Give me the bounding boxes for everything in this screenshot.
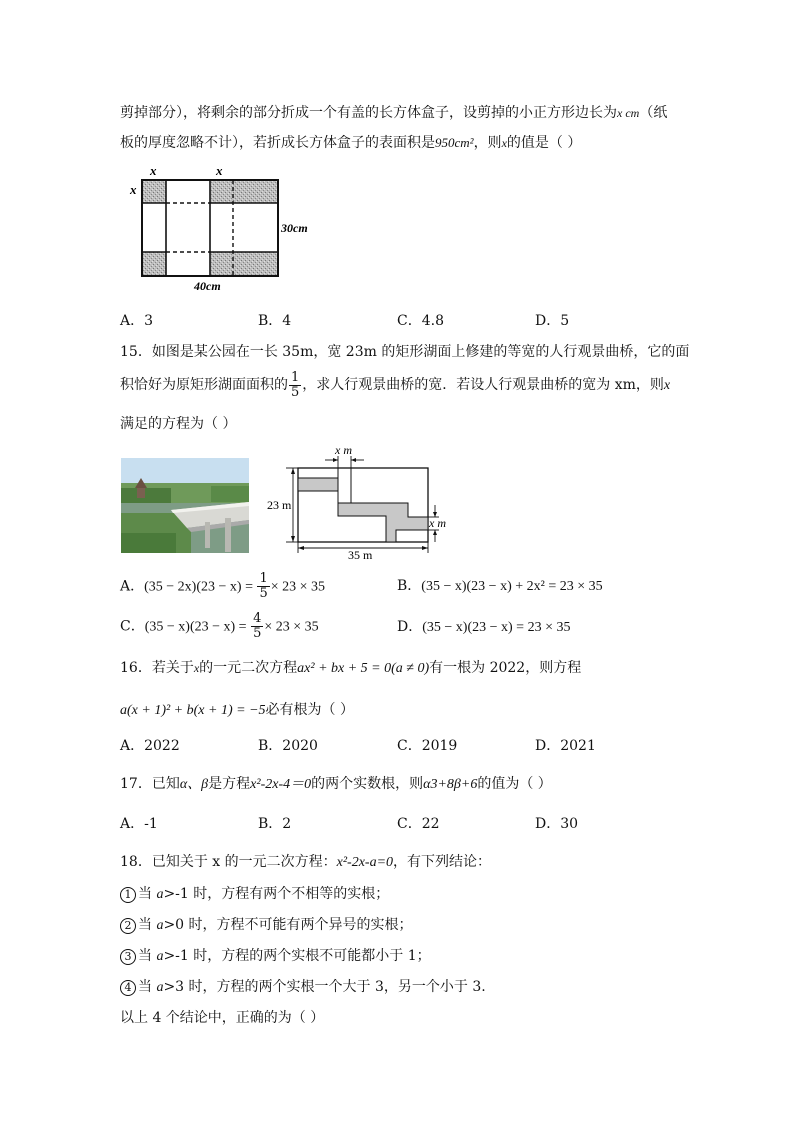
option-expr: × 23 × 35 xyxy=(264,619,319,635)
item-text: >3 时，方程的两个实根一个大于 3，另一个小于 3. xyxy=(163,979,486,995)
q18-equation: x²-2x-a=0 xyxy=(336,855,394,870)
frac-den: 5 xyxy=(291,384,300,400)
q18-item-1 xyxy=(120,884,389,905)
q14-unit: x cm xyxy=(617,106,640,120)
q15-line1: 15．如图是某公园在一长 35m，宽 23m 的矩形湖面上修建的等宽的人行观景曲桥，它的面 xyxy=(120,344,690,360)
q16-equation1: ax² + bx + 5 = 0(a ≠ 0) xyxy=(297,661,430,676)
option-expr: (35 − x)(23 − x) = 23 × 35 xyxy=(422,620,571,635)
item-var: a xyxy=(156,887,164,902)
option-fraction xyxy=(251,612,263,641)
item-text: >0 时，方程不可能有两个异号的实根； xyxy=(163,917,413,933)
q14-text-end: （纸 xyxy=(639,105,668,121)
label-x-top-left: x xyxy=(150,163,157,178)
label-30cm: 30cm xyxy=(281,221,308,235)
option-label: D． xyxy=(397,619,423,635)
option-label: B． xyxy=(397,578,422,594)
item-text: 当 xyxy=(138,917,157,933)
q14-text: 板的厚度忽略不计），若折成长方体盒子的表面积是 xyxy=(120,135,435,151)
option-expr: (35 − x)(23 − x) + 2x² = 23 × 35 xyxy=(421,579,603,594)
q17-greek: α、β xyxy=(179,777,209,792)
q15-fraction xyxy=(289,371,301,400)
option-expr: × 23 × 35 xyxy=(270,579,326,595)
q17-line1 xyxy=(120,774,552,795)
item-text: 当 xyxy=(138,948,157,964)
q18-item-2 xyxy=(120,915,413,936)
q16-option-a: A．2022 xyxy=(120,738,180,754)
frac-num: 4 xyxy=(253,611,262,626)
q17-text: 是方程 xyxy=(208,776,251,792)
item-text: 当 xyxy=(138,979,157,995)
option-label: A． xyxy=(120,578,145,595)
q14-text: ，则 xyxy=(473,135,502,151)
q14-line1 xyxy=(120,103,667,123)
q16-option-c: C．2019 xyxy=(397,738,458,754)
q16-option-d: D．2021 xyxy=(535,738,596,754)
q18-item-4 xyxy=(120,977,486,998)
q14-option-c: C．4.8 xyxy=(397,313,444,329)
option-fraction xyxy=(257,572,269,601)
circled-number: 4 xyxy=(120,980,136,996)
label-x-left: x xyxy=(130,182,137,197)
q17-text: 的两个实数根，则 xyxy=(311,776,424,792)
q17-text: 17．已知 xyxy=(120,776,180,792)
circled-number: 2 xyxy=(120,918,136,934)
item-var: a xyxy=(156,980,164,995)
q14-line2 xyxy=(120,133,581,153)
corner-square xyxy=(142,180,166,203)
q16-line1 xyxy=(120,658,581,679)
q18-text: ，有下列结论： xyxy=(393,854,492,870)
corner-square xyxy=(142,252,166,276)
q16-text: 16．若关于 xyxy=(120,660,194,676)
q18-conclusion: 以上 4 个结论中，正确的为（ ） xyxy=(120,1010,325,1026)
q16-text: 的一元二次方程 xyxy=(199,660,298,676)
frac-den: 5 xyxy=(253,626,262,641)
q15-var: x xyxy=(663,378,671,393)
q17-option-d: D．30 xyxy=(535,816,579,832)
circled-number: 3 xyxy=(120,949,136,965)
q18-line1 xyxy=(120,852,491,873)
q16-line2 xyxy=(120,700,354,721)
item-text: >-1 时，方程的两个实根不可能都小于 1； xyxy=(163,948,431,964)
label-23m: 23 m xyxy=(267,498,292,512)
q14-text: 的值是（ ） xyxy=(506,135,582,151)
q17-option-c: C．22 xyxy=(397,816,440,832)
q14-option-d: D．5 xyxy=(535,313,570,329)
q14-option-b: B．4 xyxy=(258,313,292,329)
q18-text: 18．已知关于 x 的一元二次方程： xyxy=(120,854,337,870)
q15-bridge-figure xyxy=(263,443,463,561)
label-right-xm: x m xyxy=(429,516,446,530)
frac-num: 1 xyxy=(259,571,268,586)
q17-expression: α3+8β+6 xyxy=(423,777,478,792)
q16-text: 有一根为 2022，则方程 xyxy=(429,660,582,676)
frac-num: 1 xyxy=(291,369,300,385)
item-text: 当 xyxy=(138,886,157,902)
cut-part xyxy=(210,252,278,276)
q15-option-c xyxy=(120,612,319,642)
item-var: a xyxy=(156,918,164,933)
q16-var: x xyxy=(193,661,200,675)
option-label: C． xyxy=(120,618,145,635)
cut-part xyxy=(210,180,278,203)
q15-text: ，求人行观景曲桥的宽．若设人行观景曲桥的宽为 xm，则 xyxy=(302,377,664,393)
q14-text: 剪掉部分），将剩余的部分折成一个有盖的长方体盒子，设剪掉的小正方形边长为 xyxy=(120,105,617,121)
label-35m: 35 m xyxy=(348,548,373,561)
item-var: a xyxy=(156,949,164,964)
option-expr: (35 − x)(23 − x) = xyxy=(144,619,251,635)
q16-text: 必有根为（ ） xyxy=(265,702,354,718)
q16-option-b: B．2020 xyxy=(258,738,318,754)
q17-option-a: A．-1 xyxy=(120,816,158,832)
q15-option-b xyxy=(397,576,603,597)
label-top-xm: x m xyxy=(335,443,352,457)
option-expr: (35 − 2x)(23 − x) = xyxy=(144,579,257,595)
park-bridge-photo xyxy=(121,458,249,553)
label-x-top-mid: x xyxy=(216,163,223,178)
q14-box-figure xyxy=(125,160,325,295)
q14-option-a: A．3 xyxy=(120,313,154,329)
q17-option-b: B．2 xyxy=(258,816,292,832)
q17-text: 的值为（ ） xyxy=(477,776,552,792)
label-40cm: 40cm xyxy=(194,279,221,293)
frac-den: 5 xyxy=(259,586,268,601)
q15-line2 xyxy=(120,370,670,401)
circled-number: 1 xyxy=(120,887,136,903)
q15-line3: 满足的方程为（ ） xyxy=(120,416,237,432)
q14-var: x xyxy=(501,136,507,150)
q14-area: 950cm² xyxy=(435,135,474,150)
q17-equation: x²-2x-4＝0 xyxy=(250,777,312,792)
q18-item-3 xyxy=(120,946,431,967)
q15-option-d xyxy=(397,617,570,638)
q15-text: 积恰好为原矩形湖面面积的 xyxy=(120,377,288,393)
q16-equation2: a(x + 1)² + b(x + 1) = −5 xyxy=(120,703,266,718)
item-text: >-1 时，方程有两个不相等的实根； xyxy=(163,886,390,902)
q15-option-a xyxy=(120,572,325,602)
